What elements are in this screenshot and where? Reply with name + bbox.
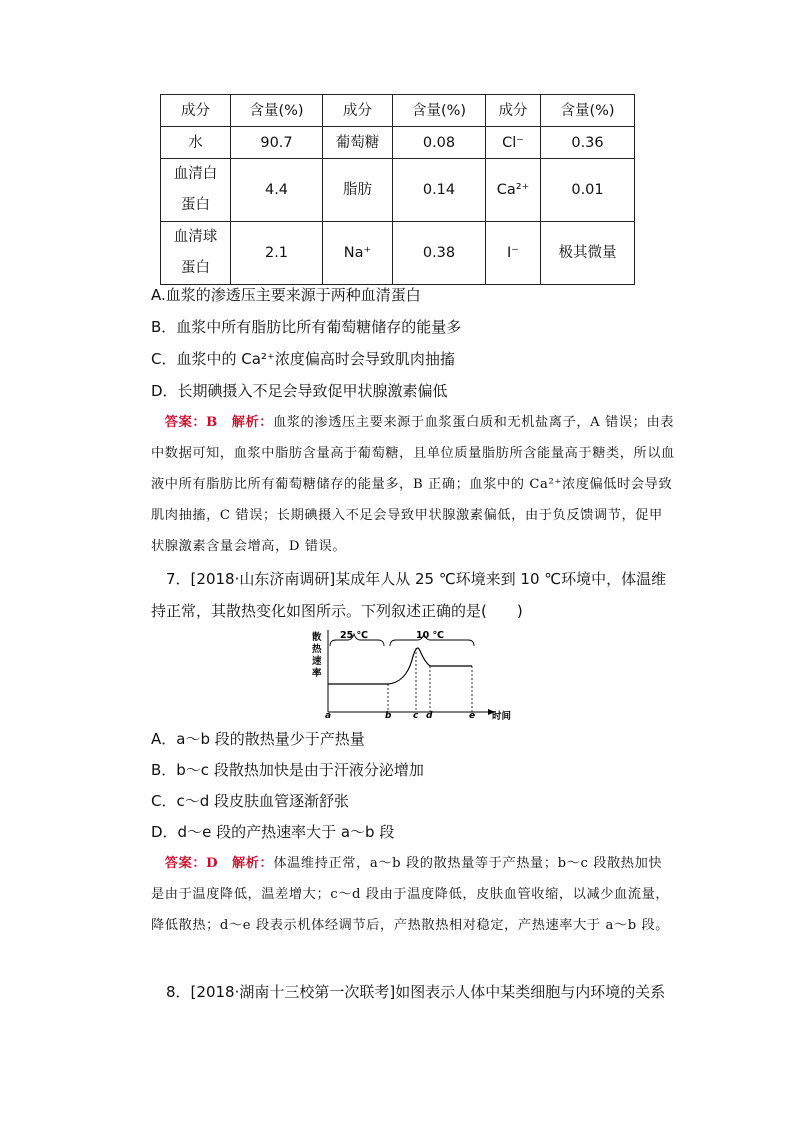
- table-cell: 血清白 蛋白: [161, 159, 231, 222]
- point-c: c: [413, 711, 419, 721]
- table-cell: 2.1: [231, 222, 323, 285]
- q6-option-b: B．血浆中所有脂肪比所有葡萄糖储存的能量多: [151, 318, 462, 336]
- q8-stem: [151, 976, 675, 1008]
- answer-text: 血浆的渗透压主要来源于血浆蛋白质和无机盐离子，A 错误；由表中数据可知，血浆中脂肪含量高于葡萄糖，且单位质量脂肪所含能量高于糖类，所以血液中所有脂肪比所有葡萄糖储存的能量多，B 正确；血浆中的 Ca²⁺浓度偏低时会导致肌肉抽搐，C 错误；长期碘摄入不足会导致甲状腺激素偏低，由于负反馈调节，促甲状腺激素含量会增高，D 错误。: [151, 415, 675, 554]
- header-component: 成分: [323, 95, 393, 127]
- q7-answer: [151, 848, 675, 941]
- q6-answer: [151, 407, 675, 562]
- table-cell: 0.08: [393, 127, 486, 159]
- q7-stem-text: 7．[2018·山东济南调研]某成年人从 25 ℃环境来到 10 ℃环境中，体温维持正常，其散热变化如图所示。下列叙述正确的是( ): [151, 570, 667, 620]
- table-cell: 0.36: [541, 127, 635, 159]
- table-cell: Cl⁻: [486, 127, 541, 159]
- table-cell: 4.4: [231, 159, 323, 222]
- label-10c: 10 ℃: [416, 630, 445, 641]
- xlabel: 时间: [492, 711, 512, 722]
- table-cell: 极其微量: [541, 222, 635, 285]
- label-25c: 25 ℃: [340, 630, 369, 641]
- q7-stem: [151, 563, 675, 627]
- table-cell: I⁻: [486, 222, 541, 285]
- answer-label: 答案：B 解析：: [164, 415, 274, 430]
- point-b: b: [385, 711, 392, 721]
- table-cell: 血清球 蛋白: [161, 222, 231, 285]
- point-d: d: [426, 711, 433, 721]
- ylabel-char: 速: [312, 656, 322, 667]
- q6-option-d: D．长期碘摄入不足会导致促甲状腺激素偏低: [151, 382, 448, 400]
- answer-label: 答案：D 解析：: [164, 856, 274, 871]
- ylabel-char: 热: [312, 644, 322, 655]
- table-cell: 0.14: [393, 159, 486, 222]
- table-cell: 0.01: [541, 159, 635, 222]
- header-content: 含量(%): [231, 95, 323, 127]
- header-component: 成分: [486, 95, 541, 127]
- q7-option-a: A．a～b 段的散热量少于产热量: [151, 730, 365, 748]
- point-a: a: [325, 711, 332, 721]
- q6-option-c: C．血浆中的 Ca²⁺浓度偏高时会导致肌肉抽搐: [151, 350, 455, 368]
- table-cell: 0.38: [393, 222, 486, 285]
- heat-dissipation-chart: [304, 626, 520, 722]
- dissipation-curve: [328, 648, 472, 684]
- point-e: e: [469, 711, 476, 721]
- table-cell: Ca²⁺: [486, 159, 541, 222]
- q7-option-b: B．b～c 段散热加快是由于汗液分泌增加: [151, 761, 424, 779]
- q8-stem-text: 8．[2018·湖南十三校第一次联考]如图表示人体中某类细胞与内环境的关系: [166, 983, 666, 1001]
- q6-option-a: A.血浆的渗透压主要来源于两种血清蛋白: [151, 286, 421, 304]
- table-cell: 90.7: [231, 127, 323, 159]
- header-component: 成分: [161, 95, 231, 127]
- answer-text: 体温维持正常，a～b 段的散热量等于产热量；b～c 段散热加快是由于温度降低，温差增大；c～d 段由于温度降低，皮肤血管收缩，以减少血流量，降低散热；d～e 段表示机体经调节后，产热散热相对稳定，产热速率大于 a～b 段。: [151, 856, 670, 933]
- q7-option-d: D．d～e 段的产热速率大于 a～b 段: [151, 823, 395, 841]
- table-cell: 葡萄糖: [323, 127, 393, 159]
- header-content: 含量(%): [541, 95, 635, 127]
- table-cell: 脂肪: [323, 159, 393, 222]
- q7-option-c: C．c～d 段皮肤血管逐渐舒张: [151, 792, 350, 810]
- ylabel-char: 率: [312, 668, 322, 679]
- composition-table: [160, 94, 635, 285]
- header-content: 含量(%): [393, 95, 486, 127]
- table-cell: Na⁺: [323, 222, 393, 285]
- table-cell: 水: [161, 127, 231, 159]
- ylabel-char: 散: [312, 632, 322, 643]
